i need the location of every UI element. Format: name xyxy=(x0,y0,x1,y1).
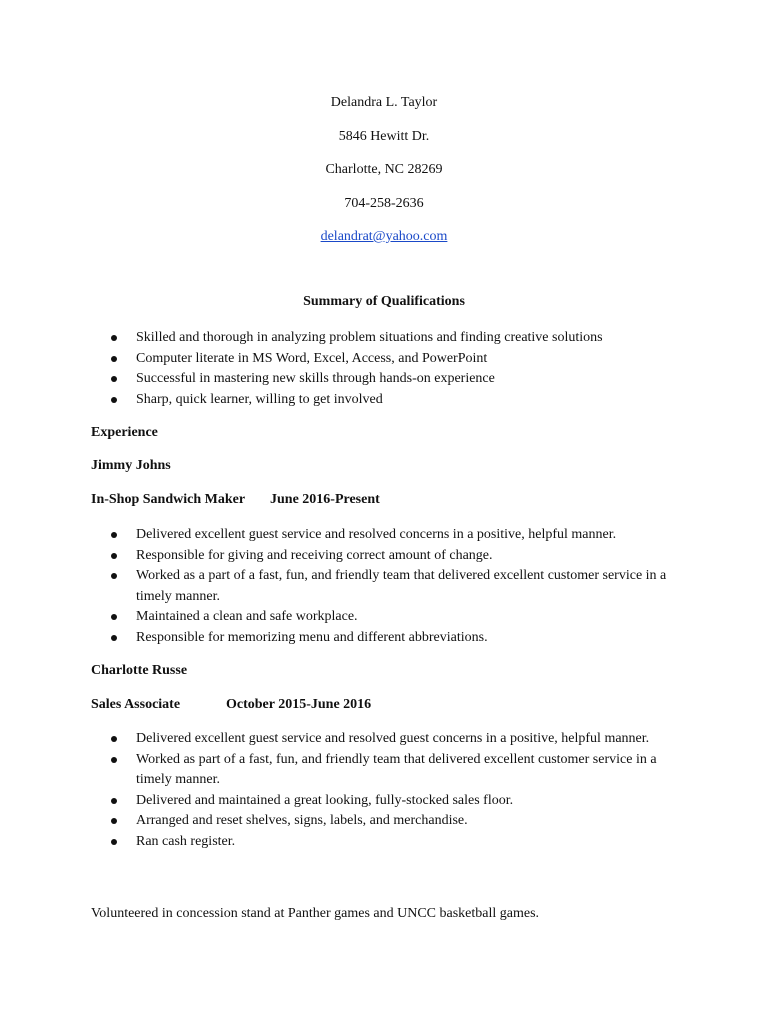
job-title-line xyxy=(91,696,371,714)
bullet-icon xyxy=(111,553,117,559)
job-title: Sales Associate xyxy=(91,697,181,712)
job-duties-list xyxy=(111,525,681,648)
bullet-icon xyxy=(111,757,117,763)
bullet-icon xyxy=(111,736,117,742)
bullet-icon xyxy=(111,635,117,641)
list-item xyxy=(111,546,681,567)
job-duty-text: Worked as part of a fast, fun, and friendly team that delivered excellent customer service in a timely manner. xyxy=(136,751,657,787)
summary-item-text: Computer literate in MS Word, Excel, Access, and PowerPoint xyxy=(136,350,488,366)
summary-heading: Summary of Qualifications xyxy=(303,294,465,309)
list-item xyxy=(111,750,681,791)
job-title-line xyxy=(91,491,380,509)
volunteer-line: Volunteered in concession stand at Panther games and UNCC basketball games. xyxy=(91,906,540,921)
bullet-icon xyxy=(111,798,117,804)
bullet-icon xyxy=(111,818,117,824)
summary-item-text: Successful in mastering new skills through hands-on experience xyxy=(136,371,495,386)
summary-item-text: Skilled and thorough in analyzing problem situations and finding creative solutions xyxy=(136,330,603,345)
contact-address-line1: 5846 Hewitt Dr. xyxy=(338,129,430,144)
job-employer: Jimmy Johns xyxy=(91,458,171,473)
bullet-icon xyxy=(111,376,117,382)
list-item xyxy=(111,832,681,853)
experience-heading: Experience xyxy=(91,425,158,440)
contact-address-line2: Charlotte, NC 28269 xyxy=(325,162,443,177)
job-dates: June 2016-Present xyxy=(270,492,380,507)
list-item xyxy=(111,811,681,832)
list-item xyxy=(111,729,681,750)
contact-email-line xyxy=(0,228,768,246)
job-duty-text: Delivered and maintained a great looking, fully-stocked sales floor. xyxy=(136,792,514,808)
bullet-icon xyxy=(111,356,117,362)
bullet-icon xyxy=(111,614,117,620)
job-title: In-Shop Sandwich Maker xyxy=(91,492,246,507)
job-duty-text: Worked as a part of a fast, fun, and friendly team that delivered excellent customer service in a timely manner. xyxy=(136,568,667,604)
summary-list xyxy=(111,328,681,410)
job-duties-list xyxy=(111,729,681,852)
contact-name: Delandra L. Taylor xyxy=(330,95,438,110)
list-item xyxy=(111,390,681,411)
contact-phone: 704-258-2636 xyxy=(344,196,424,211)
contact-email-link[interactable]: delandrat@yahoo.com xyxy=(320,229,448,244)
job-duty-text: Maintained a clean and safe workplace. xyxy=(136,609,358,624)
job-duty-text: Ran cash register. xyxy=(136,833,236,849)
job-duty-text: Arranged and reset shelves, signs, labels, and merchandise. xyxy=(136,813,468,828)
list-item xyxy=(111,369,681,390)
list-item xyxy=(111,607,681,628)
bullet-icon xyxy=(111,573,117,579)
job-duty-text: Responsible for memorizing menu and different abbreviations. xyxy=(136,629,488,645)
bullet-icon xyxy=(111,397,117,403)
job-duty-text: Delivered excellent guest service and resolved guest concerns in a positive, helpful manner. xyxy=(136,731,650,746)
list-item xyxy=(111,328,681,349)
job-employer: Charlotte Russe xyxy=(91,663,188,678)
bullet-icon xyxy=(111,335,117,341)
job-dates: October 2015-June 2016 xyxy=(226,697,372,712)
job-duty-text: Delivered excellent guest service and resolved concerns in a positive, helpful manner. xyxy=(136,527,617,542)
list-item xyxy=(111,566,681,607)
list-item xyxy=(111,791,681,812)
bullet-icon xyxy=(111,532,117,538)
list-item xyxy=(111,628,681,649)
summary-item-text: Sharp, quick learner, willing to get involved xyxy=(136,391,383,407)
list-item xyxy=(111,349,681,370)
bullet-icon xyxy=(111,839,117,845)
list-item xyxy=(111,525,681,546)
job-duty-text: Responsible for giving and receiving correct amount of change. xyxy=(136,547,493,563)
